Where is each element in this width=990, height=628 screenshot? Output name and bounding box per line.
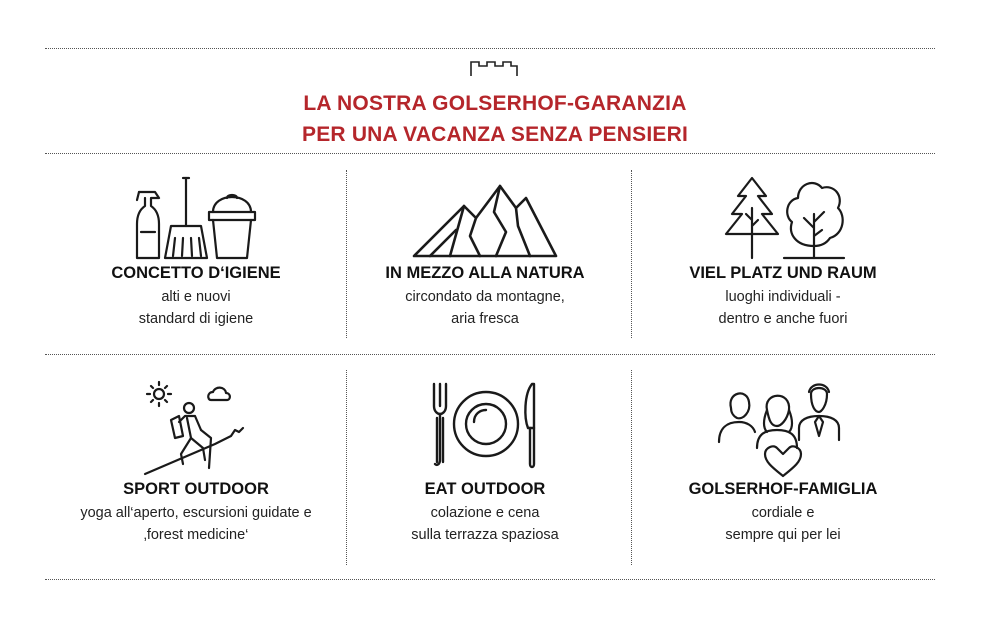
feature-description-line: dentro e anche fuori (718, 311, 848, 327)
bottom-divider (45, 579, 935, 580)
feature-description (643, 502, 923, 546)
feature-sport (56, 378, 336, 546)
feature-description (56, 286, 336, 330)
feature-nature (345, 172, 625, 330)
feature-title: CONCETTO D‘IGIENE (111, 264, 281, 282)
feature-eat (345, 378, 625, 546)
feature-description-line: alti e nuovi (161, 289, 231, 305)
title-line-1: LA NOSTRA GOLSERHOF-GARANZIA (303, 92, 687, 115)
title-line-2: PER UNA VACANZA SENZA PENSIERI (302, 123, 688, 146)
feature-space (643, 172, 923, 330)
hiker-icon (131, 378, 261, 478)
feature-title: VIEL PLATZ UND RAUM (689, 264, 877, 282)
feature-hygiene (56, 172, 336, 330)
feature-description-line: circondato da montagne, (405, 289, 565, 305)
mountains-icon (410, 172, 560, 262)
feature-description-line: aria fresca (451, 311, 519, 327)
top-divider (45, 48, 935, 49)
feature-description-line: cordiale e (751, 505, 815, 521)
feature-description-line: sempre qui per lei (725, 527, 841, 543)
feature-title: GOLSERHOF-FAMIGLIA (688, 480, 878, 498)
header-divider (45, 153, 935, 154)
page-title (0, 88, 990, 150)
trees-icon (718, 172, 848, 262)
feature-description (345, 502, 625, 546)
feature-description-line: sulla terrazza spaziosa (411, 527, 559, 543)
feature-title: SPORT OUTDOOR (123, 480, 269, 498)
feature-family (643, 378, 923, 546)
column-divider (631, 170, 632, 338)
column-divider (631, 370, 632, 565)
feature-title: EAT OUTDOOR (424, 480, 546, 498)
family-heart-icon (713, 378, 853, 478)
feature-title: IN MEZZO ALLA NATURA (385, 264, 585, 282)
feature-description (56, 502, 336, 546)
cleaning-supplies-icon (131, 172, 261, 262)
feature-description-line: yoga all‘aperto, escursioni guidate e (80, 505, 312, 521)
feature-description-line: ‚forest medicine‘ (143, 527, 249, 543)
feature-description-line: colazione e cena (430, 505, 540, 521)
castle-battlement-icon (469, 56, 521, 80)
row-divider (45, 354, 935, 355)
feature-description-line: luoghi individuali - (725, 289, 841, 305)
guarantee-header (0, 56, 990, 150)
feature-description-line: standard di igiene (138, 311, 254, 327)
feature-description (643, 286, 923, 330)
plate-cutlery-icon (420, 378, 550, 478)
feature-description (345, 286, 625, 330)
